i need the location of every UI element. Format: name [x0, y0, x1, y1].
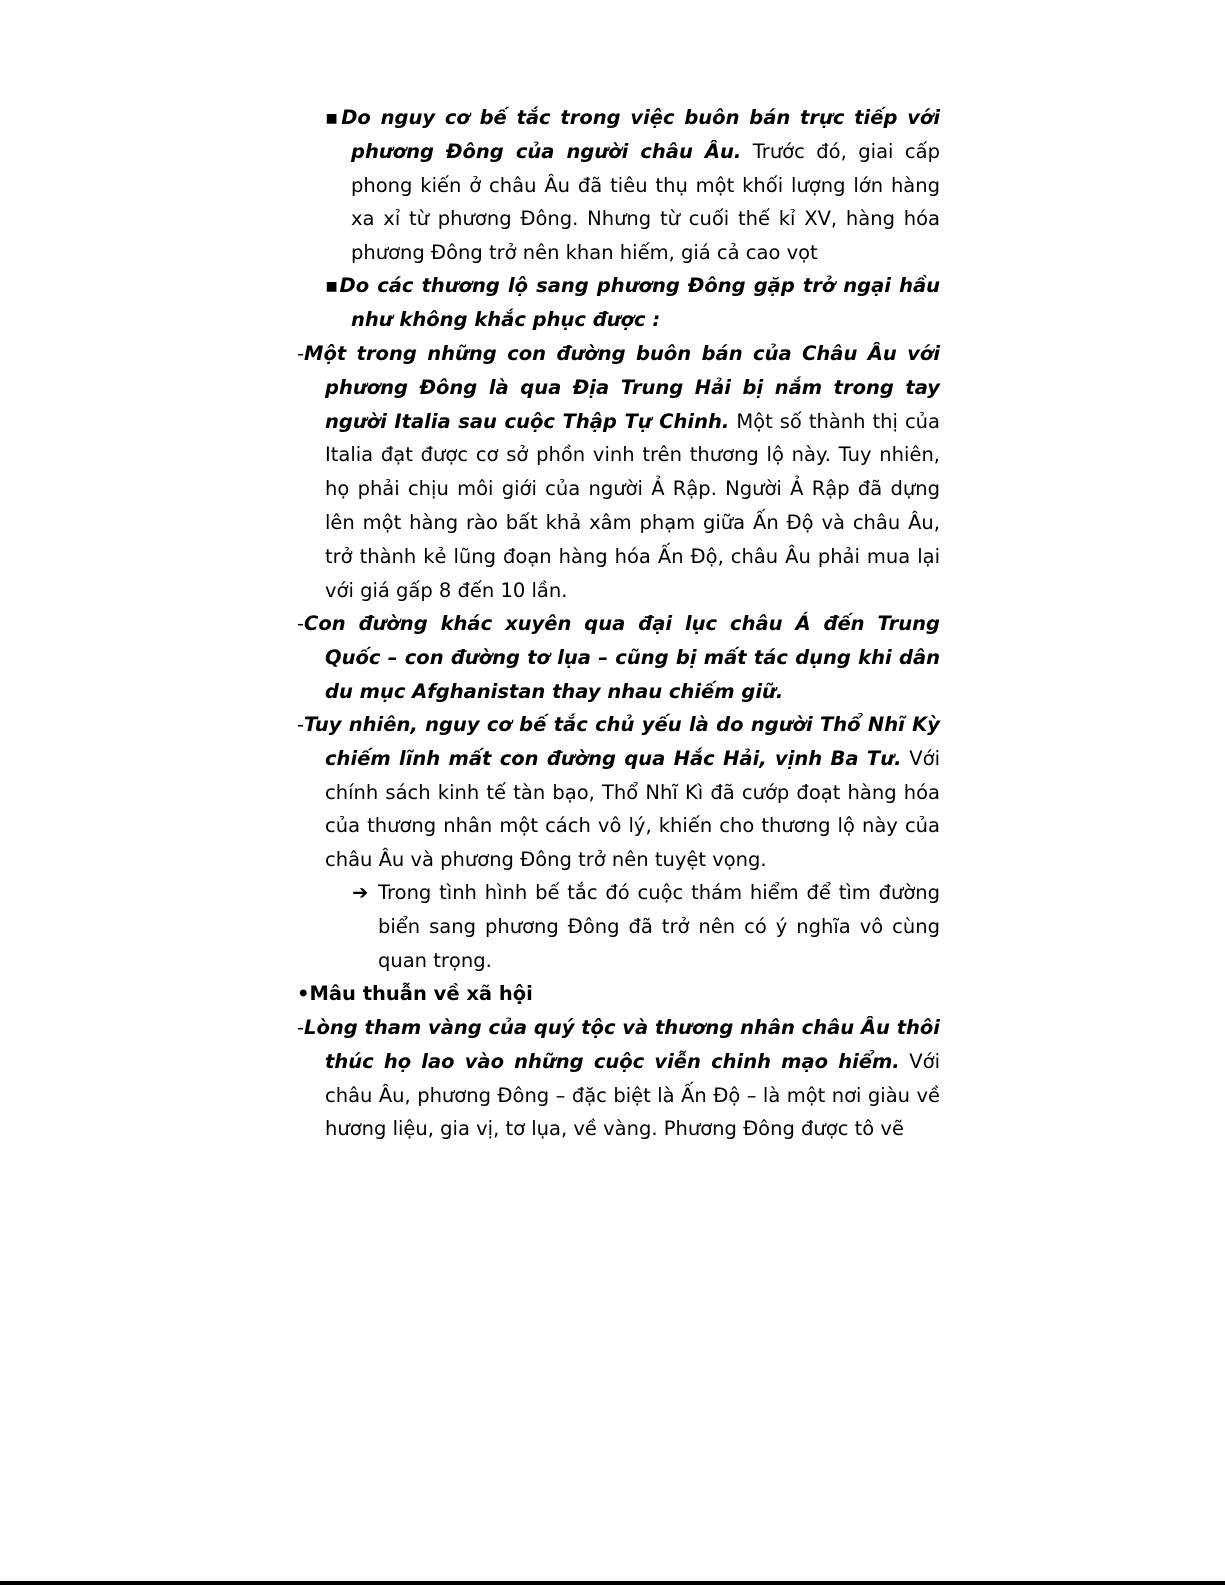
paragraph-body: Với chính sách kinh tế tàn bạo, Thổ Nhĩ Kì đã cướp đoạt hàng hóa của thương nhân một cách vô lý, khiến cho thương lộ này của châu Âu và phương Đông trở nên tuyệt vọng. — [325, 746, 940, 872]
dash-marker: - — [297, 342, 305, 365]
paragraph-mediterranean-route — [297, 337, 940, 607]
dash-marker: - — [297, 1016, 305, 1039]
paragraph-body: Với châu Âu, phương Đông – đặc biệt là Ấn Độ – là một nơi giàu về hương liệu, gia vị, tơ lụa, về vàng. Phương Đông được tô vẽ — [325, 1049, 940, 1141]
dash-marker: - — [297, 713, 305, 736]
paragraph-trade-routes-obstacles — [325, 269, 940, 337]
paragraph-heading: Lòng tham vàng của quý tộc và thương nhân châu Âu thôi thúc họ lao vào những cuộc viễn chinh mạo hiểm. — [304, 1016, 940, 1073]
right-arrow-icon: ➔ — [352, 881, 369, 904]
paragraph-greed-for-gold — [297, 1011, 940, 1146]
paragraph-heading: Tuy nhiên, nguy cơ bế tắc chủ yếu là do người Thổ Nhĩ Kỳ chiếm lĩnh mất con đường qua Hắc Hải, vịnh Ba Tư. — [304, 713, 940, 770]
paragraph-heading: Con đường khác xuyên qua đại lục châu Á đến Trung Quốc – con đường tơ lụa – cũng bị mất tác dụng khi dân du mục Afghanistan thay nhau chiếm giữ. — [304, 612, 940, 703]
paragraph-ottoman-blockade — [297, 708, 940, 877]
section-heading-social-conflict — [297, 977, 940, 1011]
dash-marker: - — [297, 612, 305, 635]
paragraph-body: Trước đó, giai cấp phong kiến ở châu Âu đã tiêu thụ một khối lượng lớn hàng xa xỉ từ phương Đông. Nhưng từ cuối thế kỉ XV, hàng hóa phương Đông trở nên khan hiếm, giá cả cao vọt — [351, 139, 940, 265]
paragraph-conclusion — [378, 876, 940, 977]
round-bullet-icon: • — [297, 982, 310, 1005]
paragraph-body: Trong tình hình bế tắc đó cuộc thám hiểm để tìm đường biển sang phương Đông đã trở nên có ý nghĩa vô cùng quan trọng. — [378, 881, 940, 972]
square-bullet-icon: ▪ — [325, 106, 342, 129]
paragraph-heading: Do nguy cơ bế tắc trong việc buôn bán trực tiếp với phương Đông của người châu Âu. — [341, 106, 941, 163]
paragraph-silk-road — [297, 607, 940, 708]
paragraph-body: Một số thành thị của Italia đạt được cơ sở phồn vinh trên thương lộ này. Tuy nhiên, họ phải chịu môi giới của người Ả Rập. Người Ả Rập đã dựng lên một hàng rào bất khả xâm phạm giữa Ấn Độ và châu Âu, trở thành kẻ lũng đoạn hàng hóa Ấn Độ, châu Âu phải mua lại với giá gấp 8 đến 10 lần. — [325, 409, 940, 602]
paragraph-heading: Do các thương lộ sang phương Đông gặp trở ngại hầu như không khắc phục được : — [339, 274, 940, 331]
paragraph-heading: Một trong những con đường buôn bán của Châu Âu với phương Đông là qua Địa Trung Hải bị nắm trong tay người Italia sau cuộc Thập Tự Chinh. — [304, 342, 940, 433]
page-bottom-border — [0, 1581, 1225, 1585]
paragraph-eastern-trade-deadlock — [325, 101, 941, 270]
square-bullet-icon: ▪ — [325, 274, 340, 297]
section-heading-text: Mâu thuẫn về xã hội — [309, 982, 533, 1005]
